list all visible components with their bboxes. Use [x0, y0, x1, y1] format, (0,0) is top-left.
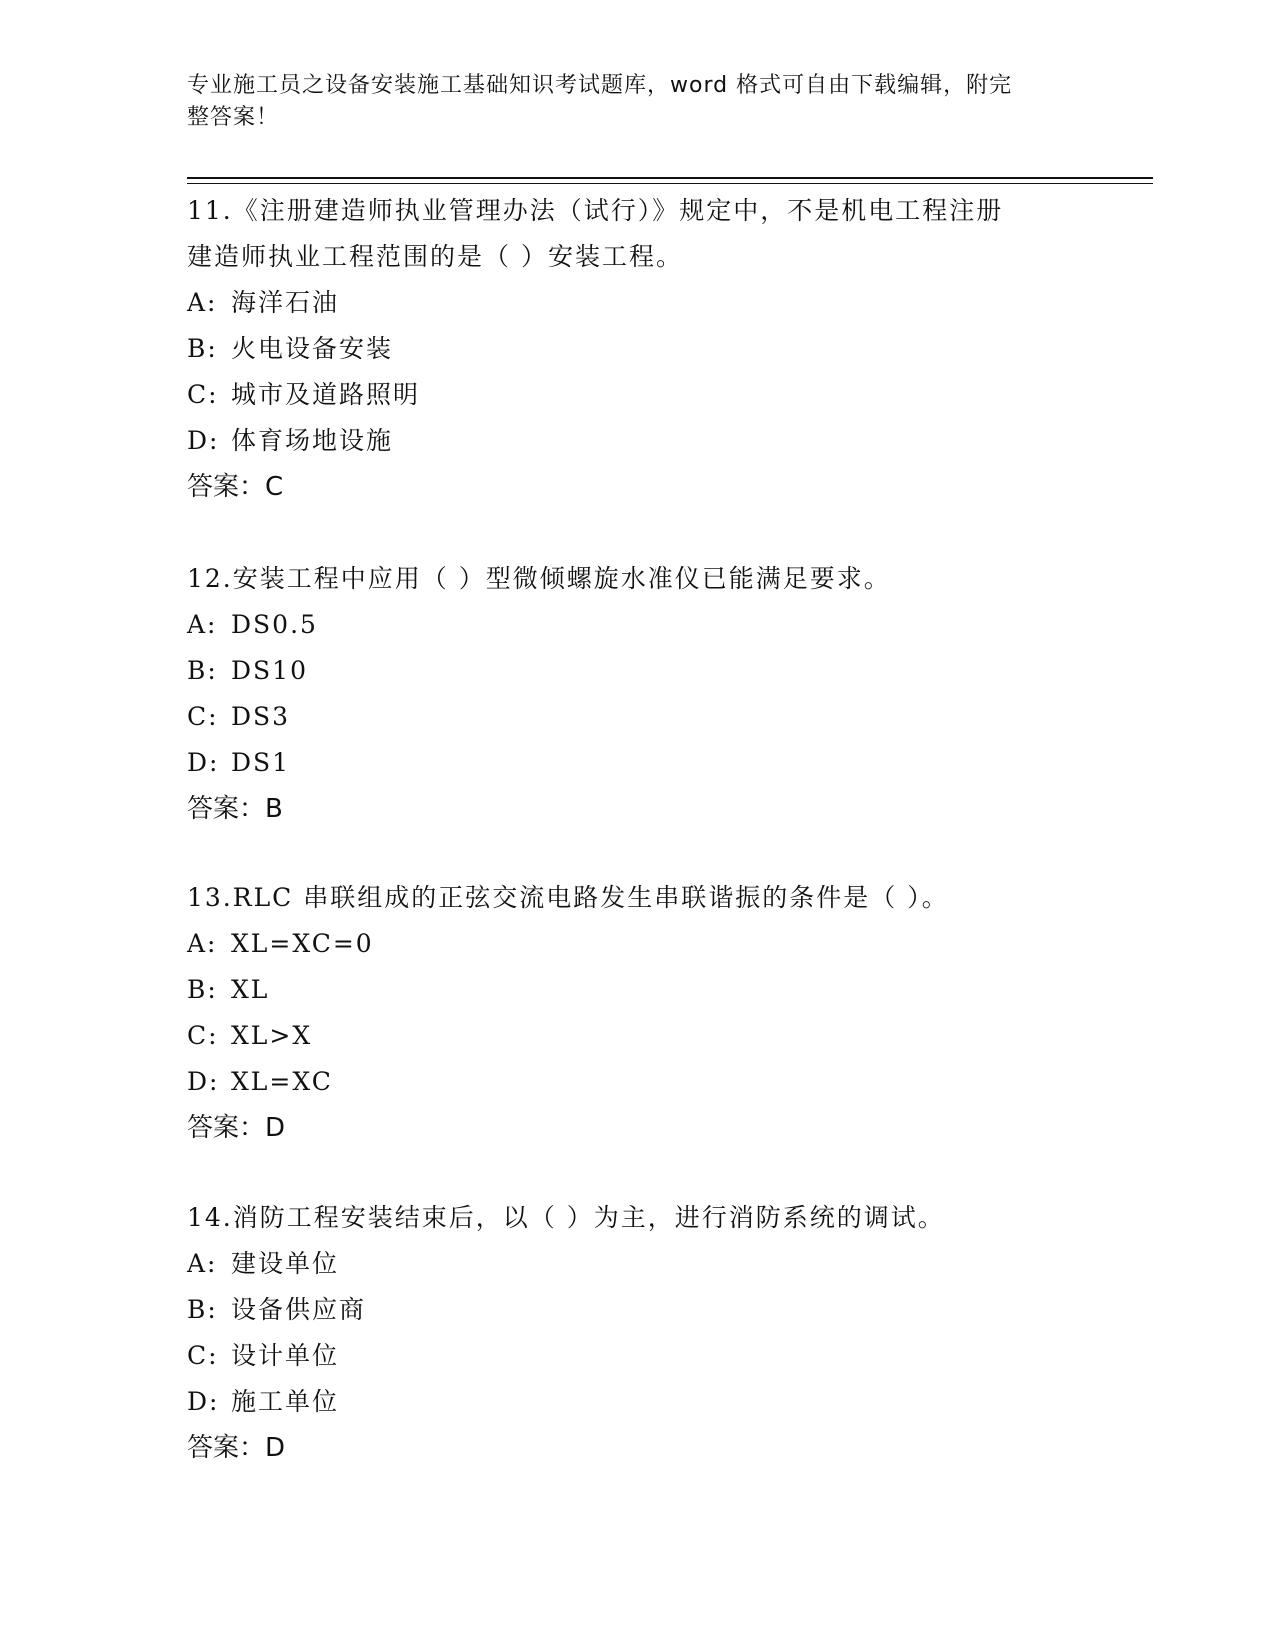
option-text: 火电设备安装 [231, 334, 394, 363]
option-a [187, 921, 1087, 967]
option-letter: B: [187, 656, 218, 685]
option-b [187, 1287, 1087, 1333]
option-text: XL>X [231, 1021, 313, 1050]
option-letter: B: [187, 334, 218, 363]
answer-label: 答案： [187, 794, 266, 824]
option-text: DS0.5 [231, 610, 318, 639]
option-b [187, 967, 1087, 1013]
header-divider [187, 177, 1153, 184]
answer-label: 答案： [187, 1113, 266, 1143]
option-text: DS1 [231, 748, 291, 777]
option-letter: A: [187, 1249, 218, 1278]
answer-value: D [265, 1113, 286, 1143]
option-c [187, 1333, 1087, 1379]
question-stem: 11.《注册建造师执业管理办法（试行）》规定中，不是机电工程注册 [187, 196, 1004, 225]
option-b [187, 326, 1087, 372]
question-stem: 12.安装工程中应用（ ）型微倾螺旋水准仪已能满足要求。 [187, 564, 891, 593]
question-13 [187, 875, 1087, 1151]
answer-line [187, 1105, 1087, 1151]
option-c [187, 372, 1087, 418]
question-12 [187, 556, 1087, 832]
answer-value: B [265, 794, 283, 824]
option-a [187, 280, 1087, 326]
option-d [187, 740, 1087, 786]
question-stem: 13.RLC 串联组成的正弦交流电路发生串联谐振的条件是（ ）。 [187, 883, 949, 912]
question-14 [187, 1195, 1087, 1471]
option-text: 建设单位 [231, 1249, 340, 1278]
option-letter: C: [187, 380, 219, 409]
answer-line [187, 464, 1087, 510]
option-b [187, 648, 1087, 694]
header-line-1: 专业施工员之设备安装施工基础知识考试题库，word 格式可自由下载编辑，附完 [187, 73, 1013, 98]
option-letter: A: [187, 929, 218, 958]
option-a [187, 602, 1087, 648]
option-text: DS3 [231, 702, 291, 731]
option-text: 体育场地设施 [231, 426, 394, 455]
option-text: DS10 [231, 656, 308, 685]
option-letter: C: [187, 702, 219, 731]
option-letter: D: [187, 748, 220, 777]
option-a [187, 1241, 1087, 1287]
answer-value: C [265, 472, 284, 502]
option-text: XL=XC [231, 1067, 333, 1096]
option-letter: C: [187, 1341, 219, 1370]
answer-label: 答案： [187, 472, 266, 502]
answer-line [187, 786, 1087, 832]
question-stem-continued: 建造师执业工程范围的是（ ）安装工程。 [187, 242, 683, 271]
option-letter: A: [187, 610, 218, 639]
option-text: 施工单位 [231, 1387, 340, 1416]
question-11 [187, 188, 1087, 510]
option-letter: D: [187, 426, 220, 455]
header-line-2: 整答案！ [187, 105, 280, 130]
option-letter: B: [187, 1295, 218, 1324]
answer-label: 答案： [187, 1433, 266, 1463]
answer-line [187, 1425, 1087, 1471]
option-d [187, 1379, 1087, 1425]
option-text: XL=XC=0 [231, 929, 374, 958]
question-stem: 14.消防工程安装结束后，以（ ）为主，进行消防系统的调试。 [187, 1203, 945, 1232]
option-letter: C: [187, 1021, 219, 1050]
option-c [187, 694, 1087, 740]
option-letter: D: [187, 1067, 220, 1096]
option-text: 海洋石油 [231, 288, 340, 317]
option-c [187, 1013, 1087, 1059]
option-letter: B: [187, 975, 218, 1004]
option-text: 城市及道路照明 [231, 380, 421, 409]
option-d [187, 1059, 1087, 1105]
option-letter: A: [187, 288, 218, 317]
option-text: XL [231, 975, 270, 1004]
option-text: 设计单位 [231, 1341, 340, 1370]
answer-value: D [265, 1433, 286, 1463]
option-letter: D: [187, 1387, 220, 1416]
document-header [187, 70, 1067, 134]
option-text: 设备供应商 [231, 1295, 367, 1324]
option-d [187, 418, 1087, 464]
